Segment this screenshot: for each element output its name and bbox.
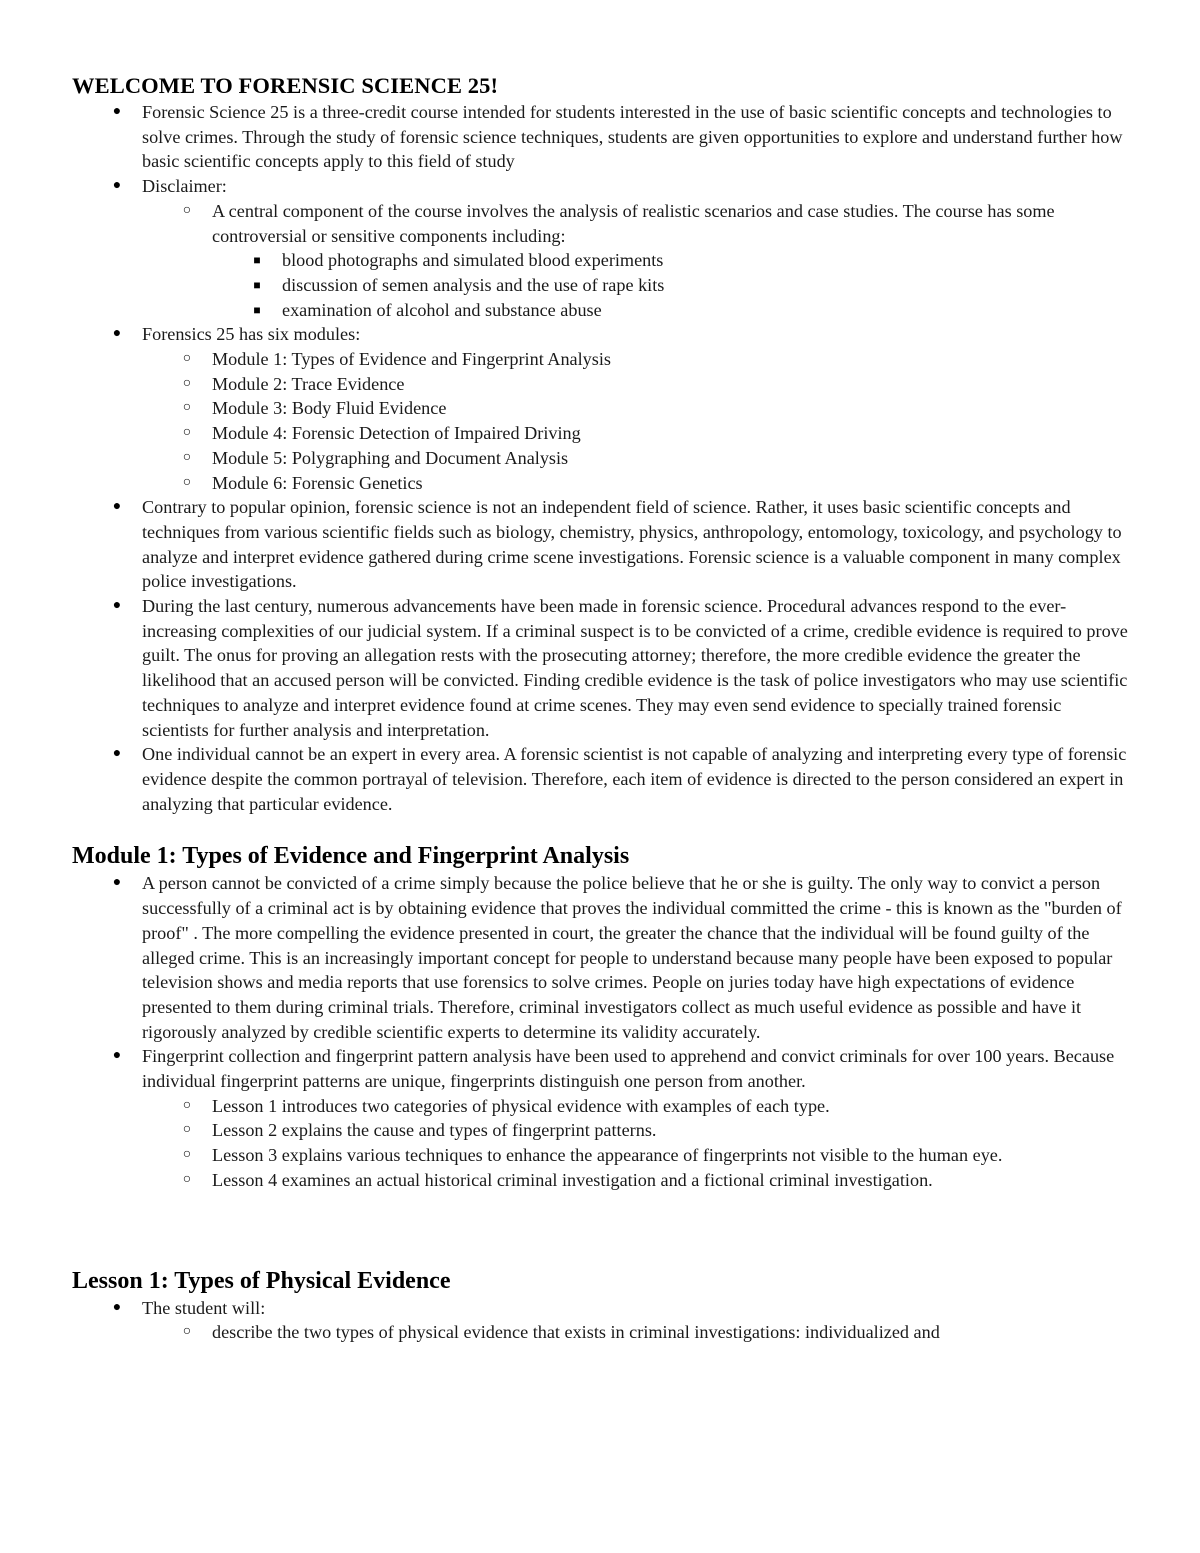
modules-list (72, 347, 1132, 495)
list-item-text: Forensic Science 25 is a three-credit course intended for students interested in the use of basic scientific concepts and technologies to solve crimes. Through the study of forensic science techniques, students are given opportunities to explore and understand further how basic scientific concepts apply to this field of study (142, 102, 1123, 172)
list-item (212, 298, 1132, 323)
bullet-icon: ● (112, 746, 122, 762)
circle-bullet-icon: ○ (182, 1122, 192, 1138)
list-item-text: blood photographs and simulated blood experiments (282, 250, 664, 271)
list-item (142, 421, 1132, 446)
circle-bullet-icon: ○ (182, 1171, 192, 1187)
list-item-text: During the last century, numerous advancements have been made in forensic science. Procedural advances respond to the ever-increasing complexities of our judicial system. If a criminal suspect is to be convicted of a crime, credible evidence is required to prove guilt. The onus for proving an allegation rests with the prosecuting attorney; therefore, the more credible evidence the greater the likelihood that an accused person will be convicted. Finding credible evidence is the task of police investigators who may use scientific techniques to analyze and interpret evidence found at crime scenes. They may even send evidence to specially trained forensic scientists for further analysis and interpretation. (142, 596, 1128, 740)
bullet-icon: ● (112, 1048, 122, 1064)
document-page (72, 72, 1132, 1345)
module1-list (72, 871, 1132, 1192)
circle-bullet-icon: ○ (182, 449, 192, 465)
list-item (72, 1296, 1132, 1345)
list-item (142, 1143, 1132, 1168)
list-item (142, 471, 1132, 496)
list-item (72, 1044, 1132, 1192)
list-item-text: The student will: (142, 1297, 266, 1318)
intro-list (72, 100, 1132, 816)
bullet-icon: ● (112, 875, 122, 891)
list-item (142, 396, 1132, 421)
list-item-text: Fingerprint collection and fingerprint pattern analysis have been used to apprehend and convict criminals for over 100 years. Because individual fingerprint patterns are unique, fingerprints distinguish one person from another. (142, 1046, 1115, 1092)
circle-bullet-icon: ○ (182, 202, 192, 218)
circle-bullet-icon: ○ (182, 474, 192, 490)
list-item (142, 1094, 1132, 1119)
list-item-text: examination of alcohol and substance abuse (282, 299, 602, 320)
list-item (142, 446, 1132, 471)
sensitive-components-list (142, 248, 1132, 322)
circle-bullet-icon: ○ (182, 1324, 192, 1340)
square-bullet-icon: ■ (253, 302, 261, 317)
objectives-list (72, 1320, 1132, 1345)
list-item-text: Forensics 25 has six modules: (142, 324, 361, 345)
list-item-text: Lesson 2 explains the cause and types of fingerprint patterns. (212, 1120, 657, 1141)
bullet-icon: ● (112, 104, 122, 119)
list-item-text: describe the two types of physical evidence that exists in criminal investigations: individualized and (212, 1322, 940, 1343)
list-item-text: Lesson 4 examines an actual historical criminal investigation and a fictional criminal investigation. (212, 1169, 933, 1190)
list-item-text: Module 5: Polygraphing and Document Analysis (212, 447, 569, 468)
list-item-text: Disclaimer: (142, 176, 227, 197)
bullet-icon: ● (112, 499, 122, 515)
list-item (142, 372, 1132, 397)
list-item-text: Lesson 1 introduces two categories of physical evidence with examples of each type. (212, 1095, 830, 1116)
lesson1-list (72, 1296, 1132, 1345)
list-item-text: A person cannot be convicted of a crime simply because the police believe that he or she is guilty. The only way to convict a person successfully of a criminal act is by obtaining evidence that proves the individual committed the crime - this is known as the "burden of proof" . The more compelling the evidence presented in court, the greater the chance that the individual will be found guilty of the alleged crime. This is an increasingly important concept for people to understand because many people have been exposed to popular television shows and media reports that use forensics to solve crimes. People on juries today have high expectations of evidence presented to them during criminal trials. Therefore, criminal investigators collect as much useful evidence as possible and have it rigorously analyzed by credible scientific experts to determine its validity accurately. (142, 873, 1122, 1042)
circle-bullet-icon: ○ (182, 400, 192, 416)
square-bullet-icon: ■ (253, 253, 261, 268)
list-item-text: Contrary to popular opinion, forensic science is not an independent field of science. Rather, it uses basic scientific concepts and techniques from various scientific fields such as biology, chemistry, physics, anthropology, entomology, toxicology, and psychology to analyze and interpret evidence gathered during crime scene investigations. Forensic science is a valuable component in many complex police investigations. (142, 497, 1122, 592)
list-item (72, 174, 1132, 322)
list-item-text: Module 2: Trace Evidence (212, 373, 405, 394)
lessons-list (72, 1094, 1132, 1193)
list-item-text: discussion of semen analysis and the use of rape kits (282, 274, 665, 295)
circle-bullet-icon: ○ (182, 1097, 192, 1113)
list-item (72, 871, 1132, 1044)
list-item (72, 495, 1132, 594)
square-bullet-icon: ■ (253, 277, 261, 292)
module1-heading: Module 1: Types of Evidence and Fingerprint Analysis (72, 843, 630, 870)
list-item (142, 1118, 1132, 1143)
page-title: WELCOME TO FORENSIC SCIENCE 25! (72, 73, 499, 98)
list-item-text: A central component of the course involves the analysis of realistic scenarios and case studies. The course has some controversial or sensitive components including: (212, 200, 1055, 246)
circle-bullet-icon: ○ (182, 351, 192, 367)
list-item (212, 273, 1132, 298)
list-item-text: Module 4: Forensic Detection of Impaired Driving (212, 423, 581, 444)
disclaimer-sublist (72, 199, 1132, 323)
list-item (72, 100, 1132, 174)
list-item (72, 742, 1132, 816)
bullet-icon: ● (112, 326, 122, 342)
bullet-icon: ● (112, 1299, 122, 1315)
circle-bullet-icon: ○ (182, 1147, 192, 1163)
list-item (212, 248, 1132, 273)
circle-bullet-icon: ○ (182, 425, 192, 441)
bullet-icon: ● (112, 598, 122, 614)
list-item (72, 594, 1132, 742)
bullet-icon: ● (112, 178, 122, 194)
list-item-text: Lesson 3 explains various techniques to enhance the appearance of fingerprints not visible to the human eye. (212, 1145, 1003, 1166)
list-item-text: One individual cannot be an expert in every area. A forensic scientist is not capable of analyzing and interpreting every type of forensic evidence despite the common portrayal of television. Therefore, each item of evidence is directed to the person considered an expert in analyzing that particular evidence. (142, 744, 1127, 814)
list-item-text: Module 3: Body Fluid Evidence (212, 398, 447, 419)
list-item (72, 322, 1132, 495)
list-item-text: Module 6: Forensic Genetics (212, 472, 423, 493)
circle-bullet-icon: ○ (182, 375, 192, 391)
list-item (142, 1168, 1132, 1193)
list-item (142, 347, 1132, 372)
list-item-text: Module 1: Types of Evidence and Fingerprint Analysis (212, 349, 611, 370)
lesson1-heading: Lesson 1: Types of Physical Evidence (72, 1267, 451, 1294)
list-item (142, 1320, 1132, 1345)
list-item (142, 199, 1132, 323)
